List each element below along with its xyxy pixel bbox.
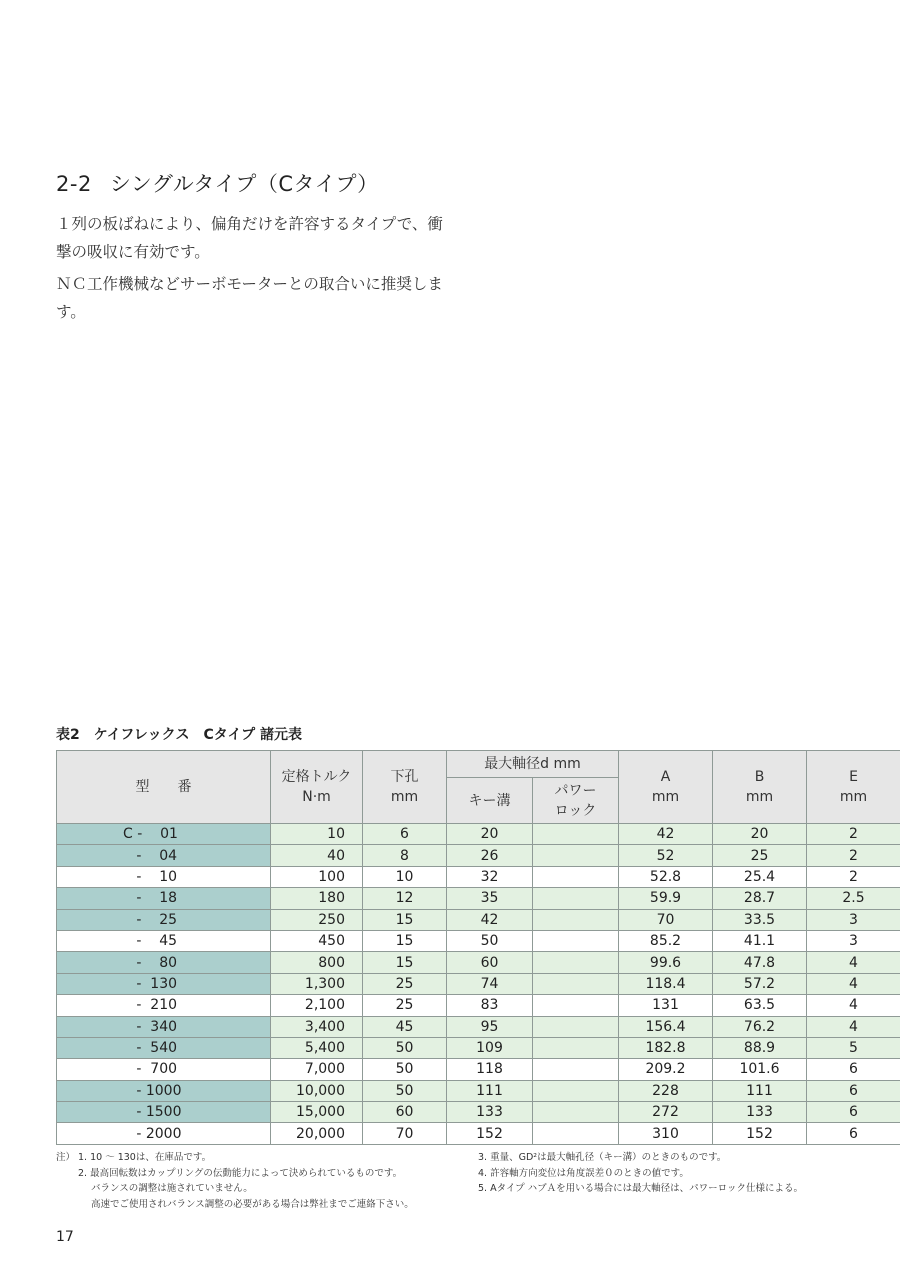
cell-keyway: 109 xyxy=(447,1037,533,1058)
cell-b: 33.5 xyxy=(713,909,807,930)
table-row xyxy=(57,866,900,887)
cell-torque: 3,400 xyxy=(271,1016,363,1037)
table-row xyxy=(57,1037,900,1058)
cell-pilot-bore: 70 xyxy=(363,1123,447,1144)
notes-left xyxy=(56,1150,414,1212)
cell-model: C - 01 xyxy=(57,824,271,845)
section-heading xyxy=(56,168,379,198)
cell-powerlock xyxy=(533,1080,619,1101)
cell-pilot-bore: 50 xyxy=(363,1059,447,1080)
cell-keyway: 152 xyxy=(447,1123,533,1144)
cell-powerlock xyxy=(533,1059,619,1080)
cell-keyway: 83 xyxy=(447,995,533,1016)
cell-a: 70 xyxy=(619,909,713,930)
note-text: バランスの調整は施されていません。 xyxy=(91,1183,253,1194)
cell-pilot-bore: 15 xyxy=(363,909,447,930)
cell-keyway: 35 xyxy=(447,888,533,909)
header-a: A mm xyxy=(619,751,713,824)
cell-pilot-bore: 15 xyxy=(363,952,447,973)
cell-pilot-bore: 45 xyxy=(363,1016,447,1037)
cell-a: 99.6 xyxy=(619,952,713,973)
cell-pilot-bore: 25 xyxy=(363,995,447,1016)
cell-e: 6 xyxy=(807,1123,900,1144)
cell-model: - 25 xyxy=(57,909,271,930)
cell-keyway: 60 xyxy=(447,952,533,973)
cell-e: 2 xyxy=(807,866,900,887)
cell-model: - 130 xyxy=(57,973,271,994)
note-text: 1. 10 ～ 130は、在庫品です。 xyxy=(78,1152,212,1163)
header-b: B mm xyxy=(713,751,807,824)
cell-keyway: 95 xyxy=(447,1016,533,1037)
cell-keyway: 111 xyxy=(447,1080,533,1101)
cell-torque: 250 xyxy=(271,909,363,930)
cell-powerlock xyxy=(533,952,619,973)
cell-keyway: 26 xyxy=(447,845,533,866)
cell-powerlock xyxy=(533,1102,619,1123)
section-number: 2-2 xyxy=(56,172,92,196)
notes-right xyxy=(478,1150,803,1197)
cell-torque: 20,000 xyxy=(271,1123,363,1144)
cell-b: 101.6 xyxy=(713,1059,807,1080)
cell-powerlock xyxy=(533,973,619,994)
cell-model: - 700 xyxy=(57,1059,271,1080)
cell-keyway: 50 xyxy=(447,930,533,951)
cell-keyway: 32 xyxy=(447,866,533,887)
header-pilot-bore: 下孔 mm xyxy=(363,751,447,824)
cell-torque: 5,400 xyxy=(271,1037,363,1058)
cell-a: 310 xyxy=(619,1123,713,1144)
cell-powerlock xyxy=(533,845,619,866)
cell-pilot-bore: 50 xyxy=(363,1080,447,1101)
cell-powerlock xyxy=(533,995,619,1016)
cell-b: 111 xyxy=(713,1080,807,1101)
cell-powerlock xyxy=(533,1123,619,1144)
cell-powerlock xyxy=(533,909,619,930)
cell-torque: 800 xyxy=(271,952,363,973)
note-line: 3. 重量、GD²は最大軸孔径（キー溝）のときのものです。 xyxy=(478,1152,727,1163)
cell-powerlock xyxy=(533,888,619,909)
cell-b: 47.8 xyxy=(713,952,807,973)
cell-e: 4 xyxy=(807,995,900,1016)
cell-pilot-bore: 50 xyxy=(363,1037,447,1058)
table-row xyxy=(57,1016,900,1037)
note-text: 2. 最高回転数はカップリングの伝動能力によって決められているものです。 xyxy=(78,1167,403,1179)
cell-model: - 10 xyxy=(57,866,271,887)
cell-a: 209.2 xyxy=(619,1059,713,1080)
cell-b: 41.1 xyxy=(713,930,807,951)
cell-a: 52 xyxy=(619,845,713,866)
cell-e: 3 xyxy=(807,909,900,930)
table-row xyxy=(57,1080,900,1101)
cell-e: 4 xyxy=(807,1016,900,1037)
cell-b: 57.2 xyxy=(713,973,807,994)
cell-e: 2.5 xyxy=(807,888,900,909)
cell-a: 131 xyxy=(619,995,713,1016)
note-line xyxy=(56,1181,414,1197)
cell-powerlock xyxy=(533,1016,619,1037)
cell-a: 118.4 xyxy=(619,973,713,994)
cell-keyway: 20 xyxy=(447,824,533,845)
spec-table xyxy=(56,750,900,1145)
table-row xyxy=(57,1102,900,1123)
cell-pilot-bore: 25 xyxy=(363,973,447,994)
page-number: 17 xyxy=(56,1229,74,1245)
cell-torque: 100 xyxy=(271,866,363,887)
cell-model: - 80 xyxy=(57,952,271,973)
intro-text xyxy=(56,210,456,330)
cell-pilot-bore: 6 xyxy=(363,824,447,845)
cell-model: - 1500 xyxy=(57,1102,271,1123)
cell-e: 6 xyxy=(807,1102,900,1123)
cell-powerlock xyxy=(533,1037,619,1058)
table-row xyxy=(57,845,900,866)
cell-b: 76.2 xyxy=(713,1016,807,1037)
cell-pilot-bore: 60 xyxy=(363,1102,447,1123)
cell-pilot-bore: 15 xyxy=(363,930,447,951)
table-row xyxy=(57,1123,900,1144)
cell-torque: 2,100 xyxy=(271,995,363,1016)
cell-a: 156.4 xyxy=(619,1016,713,1037)
header-max-bore: 最大軸径d mm xyxy=(447,751,619,778)
cell-a: 52.8 xyxy=(619,866,713,887)
note-text: 高速でご使用されバランス調整の必要がある場合は弊社までご連絡下さい。 xyxy=(91,1198,414,1210)
cell-e: 6 xyxy=(807,1059,900,1080)
cell-a: 85.2 xyxy=(619,930,713,951)
cell-torque: 15,000 xyxy=(271,1102,363,1123)
header-e: E mm xyxy=(807,751,900,824)
cell-a: 182.8 xyxy=(619,1037,713,1058)
cell-e: 2 xyxy=(807,824,900,845)
cell-e: 2 xyxy=(807,845,900,866)
cell-b: 25 xyxy=(713,845,807,866)
cell-torque: 40 xyxy=(271,845,363,866)
cell-torque: 1,300 xyxy=(271,973,363,994)
cell-a: 42 xyxy=(619,824,713,845)
table-caption: 表2 ケイフレックス Cタイプ 諸元表 xyxy=(56,727,302,743)
cell-keyway: 118 xyxy=(447,1059,533,1080)
cell-torque: 450 xyxy=(271,930,363,951)
cell-pilot-bore: 8 xyxy=(363,845,447,866)
table-row xyxy=(57,995,900,1016)
cell-model: - 210 xyxy=(57,995,271,1016)
cell-e: 6 xyxy=(807,1080,900,1101)
section-title: シングルタイプ（Cタイプ） xyxy=(109,172,379,196)
cell-torque: 10 xyxy=(271,824,363,845)
note-line: 4. 許容軸方向変位は角度誤差０のときの値です。 xyxy=(478,1167,689,1179)
cell-keyway: 133 xyxy=(447,1102,533,1123)
header-powerlock: パワー ロック xyxy=(533,778,619,824)
cell-a: 272 xyxy=(619,1102,713,1123)
table-row xyxy=(57,952,900,973)
note-line xyxy=(56,1197,414,1213)
cell-e: 5 xyxy=(807,1037,900,1058)
table-row xyxy=(57,930,900,951)
note-line: 5. Aタイプ ハブＡを用いる場合には最大軸径は、パワーロック仕様による。 xyxy=(478,1183,803,1194)
header-keyway: キー溝 xyxy=(447,778,533,824)
table-row xyxy=(57,973,900,994)
cell-powerlock xyxy=(533,824,619,845)
cell-b: 25.4 xyxy=(713,866,807,887)
cell-keyway: 42 xyxy=(447,909,533,930)
cell-b: 88.9 xyxy=(713,1037,807,1058)
intro-paragraph: １列の板ばねにより、偏角だけを許容するタイプで、衝撃の吸収に有効です。 xyxy=(56,215,443,261)
table-row xyxy=(57,888,900,909)
cell-a: 228 xyxy=(619,1080,713,1101)
cell-pilot-bore: 10 xyxy=(363,866,447,887)
cell-pilot-bore: 12 xyxy=(363,888,447,909)
cell-model: - 45 xyxy=(57,930,271,951)
table-row xyxy=(57,909,900,930)
cell-model: - 540 xyxy=(57,1037,271,1058)
cell-model: - 2000 xyxy=(57,1123,271,1144)
header-model: 型 番 xyxy=(57,751,271,824)
cell-b: 133 xyxy=(713,1102,807,1123)
cell-e: 4 xyxy=(807,952,900,973)
cell-torque: 7,000 xyxy=(271,1059,363,1080)
table-row xyxy=(57,824,900,845)
cell-torque: 180 xyxy=(271,888,363,909)
cell-torque: 10,000 xyxy=(271,1080,363,1101)
cell-powerlock xyxy=(533,866,619,887)
cell-model: - 18 xyxy=(57,888,271,909)
cell-b: 152 xyxy=(713,1123,807,1144)
notes-prefix: 注） xyxy=(56,1152,76,1163)
cell-b: 63.5 xyxy=(713,995,807,1016)
cell-e: 3 xyxy=(807,930,900,951)
header-torque: 定格トルク N·m xyxy=(271,751,363,824)
cell-model: - 04 xyxy=(57,845,271,866)
note-line xyxy=(56,1166,414,1182)
note-line xyxy=(56,1150,414,1166)
cell-model: - 340 xyxy=(57,1016,271,1037)
table-row xyxy=(57,1059,900,1080)
cell-model: - 1000 xyxy=(57,1080,271,1101)
cell-b: 20 xyxy=(713,824,807,845)
cell-a: 59.9 xyxy=(619,888,713,909)
cell-powerlock xyxy=(533,930,619,951)
cell-keyway: 74 xyxy=(447,973,533,994)
cell-b: 28.7 xyxy=(713,888,807,909)
intro-paragraph: ＮＣ工作機械などサーボモーターとの取合いに推奨します。 xyxy=(56,275,443,321)
cell-e: 4 xyxy=(807,973,900,994)
